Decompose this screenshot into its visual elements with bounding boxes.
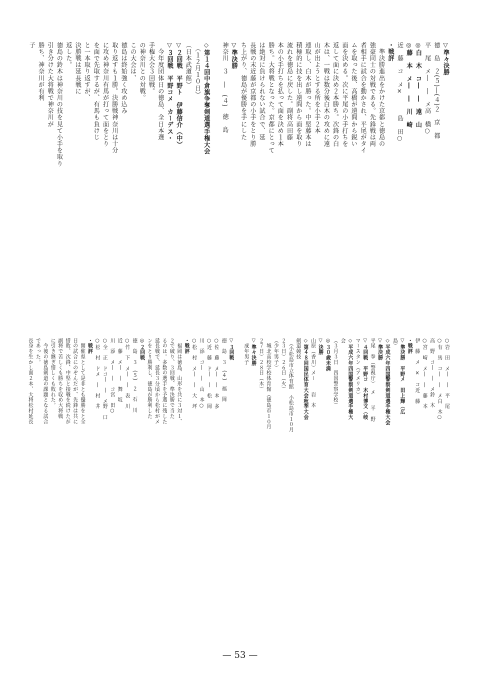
text-column: に攻め神奈川有馬が打って面をとり (101, 42, 109, 148)
text-column: ◎藤 本 メ― ― 川 崎 (405, 42, 413, 129)
text-column: 福岡は徳島、山形を共に３対１、 (176, 338, 183, 425)
text-column: ◎３０歳未満 (325, 338, 331, 372)
text-column: 山原（香川）メー 岩 本 (310, 338, 317, 409)
text-column: の神奈川との対戦。 (138, 42, 146, 102)
text-column: 今後の徳島剣道の課題となる試合 (42, 338, 49, 425)
text-column: 引き分けた大将戦で神奈川が (46, 42, 54, 128)
text-column: ムを取った後、高橋が遠間から鋭い (349, 42, 357, 148)
text-column: 日の試合にのぞんだが、先鋒は共に (72, 338, 79, 425)
text-column: 剣道競技 (295, 338, 302, 360)
text-column: 徳 島 ２(５)―(４)２ 京 都 (432, 42, 440, 140)
text-column: 勝ち、神奈川が有利 (37, 42, 45, 102)
text-column: ２７日）２８日（木） (258, 338, 265, 392)
text-column: 島） (391, 338, 398, 349)
text-column: ・戦評 (183, 338, 190, 355)
text-column: 徳 島 ３ (４) 福 岡 (220, 338, 227, 403)
text-column: 徳島の鈴木は神奈川の技を見て小手を取り (55, 42, 63, 168)
text-column: ・戦評 (406, 338, 413, 355)
text-column: に引き継ぎ惜しくも敗れた。 (49, 338, 56, 409)
text-column: 近 藤 コ メ× 島 田○ (395, 42, 403, 143)
text-column: ○岩 田 メ― ― 平 尾 (444, 338, 450, 410)
text-column: 徳島は終始強く攻め込み (119, 42, 127, 115)
text-column: 平 尾 メ― ― メ高 橋○ (423, 42, 431, 136)
text-column: 者相手に試合を動かされ、平尾がタイ (359, 42, 367, 154)
text-column: ○松 村 ドメ ― 村 井 (94, 338, 101, 410)
text-column: 成年男子 (243, 338, 250, 365)
text-column: 平尾 拳（警視庁） メ 平 野 (369, 338, 376, 422)
text-column: ・戦評 (386, 42, 394, 62)
text-column: は絶対に負けられない試合で、延 (257, 42, 265, 141)
text-column: 開催県として是非とも優勝をと全 (79, 338, 86, 425)
text-column: ◇平成六年四国警察剣道選手権大 (347, 338, 354, 421)
text-column: ▽準々決勝 (250, 338, 257, 367)
text-column: ○全 正 ドコ― ― メ野 口 (101, 338, 108, 421)
text-column: 長身を生かし面２本、大将松村延長 (27, 338, 34, 425)
text-column: （日本武道館） (184, 42, 192, 89)
text-column: ○佐 藤 メ― ― 本 多 (213, 338, 220, 410)
text-column: ○有 馬 コ― ― メ白 木○ (436, 338, 443, 422)
text-column (211, 42, 220, 326)
text-column: （３月３日 四国警察学校） (332, 338, 339, 409)
text-column: マースタン（アメリカ） (354, 338, 361, 398)
text-column: ◇第４８回国民体育大会秋季大会 (302, 338, 309, 421)
text-column: ◎白 木 コ― ― 遠 山 (414, 42, 422, 129)
text-column: ▽３回戦 (228, 338, 235, 361)
text-column: るのは。多数の選手を予選に残した (161, 338, 168, 425)
text-column: 今年度団体日の徳島、全日本選 (156, 42, 164, 141)
text-column: 積極的に技を出し遠間から面を取り (294, 42, 302, 148)
text-column: 近 藤 メ― ― 舞 坂 (116, 338, 123, 403)
text-column: 連取し、白木が勝った。中堅藤本は (303, 42, 311, 148)
text-column: 面を決める。次に平尾の小手打ちを (340, 42, 348, 148)
text-column: 会 (339, 338, 346, 344)
page-number: — 53 — (222, 651, 258, 661)
text-column: （小松島市立体育館 小松島市１０月 (287, 338, 294, 433)
text-column: 取り返すも１勝。決勝戦神奈川は十分 (110, 42, 118, 154)
text-column: 木は、一戦は数分後白木の攻めに遠 (322, 42, 330, 148)
text-column: ▽４回戦 平野コ 木村博文（岐 (362, 338, 369, 421)
text-column: ▽準決勝 (377, 338, 384, 361)
text-column: ○竹 下 メ― ― 表 川 (124, 338, 131, 410)
text-column: 高 野 コ― ― メ鈴 木 (429, 338, 436, 409)
text-column: ◇平成六年四国警察剣道選手権大会 (384, 338, 391, 426)
bottom-text-band (26, 338, 450, 638)
text-column: と一本取り返すが、 (83, 42, 91, 102)
text-column: 本の小手打ちを払って面を決め１本 (276, 42, 284, 148)
text-column: を面で先取するが、有馬も負けじ (92, 42, 100, 141)
text-column: ◇第１４回中倉旗争奪剣道選手権大会 (202, 42, 210, 155)
text-column: ・戦評 (87, 338, 93, 355)
text-column: ◎２回戦 (139, 338, 146, 361)
text-column: 子 (27, 42, 35, 49)
text-column: ▽準決勝 平野メ 田上輝（広 (399, 338, 406, 415)
text-column: 手権大会３回戦。 (147, 42, 155, 95)
text-column: （少年男子） (272, 338, 279, 371)
text-column: であった。 (34, 338, 41, 365)
text-column: 勝ち。大将戦となった。京都にとって (267, 42, 275, 154)
text-column: 決勝戦は延長戦に (73, 42, 81, 95)
text-column: 惜敗、次鋒、中堅と接戦を続けたが (64, 338, 71, 425)
text-column: 城北高校学校体育館（徳島市１０月 (265, 338, 272, 430)
text-column: ち上がり、徳島が優勝を手にした (239, 42, 247, 141)
text-column: ２３日）２６日（火） (280, 338, 287, 392)
text-column: 強豪同士の対戦である。先鋒戦は両 (368, 42, 376, 148)
text-column: ンをとり勝利し、徳島が勝利した (146, 338, 153, 419)
text-column: ▽３回戦 平野コメ カーデス・ (165, 42, 173, 142)
text-column: 流れを徳島に戻した。副将高田藤 (285, 42, 293, 141)
text-column: （１２月１０日） (193, 42, 201, 99)
text-column: ▽準決勝 (230, 42, 238, 70)
top-text-band (26, 42, 450, 326)
text-column: ○松 村 メ― ― 大 坪 (191, 338, 198, 410)
text-column: 徳 島 ３ (５) ２ 石 川 (131, 338, 138, 414)
text-column: 神奈川 ３ ― (４) 徳 島 (221, 42, 229, 134)
text-column: ▽決勝 (317, 338, 324, 356)
text-column (234, 338, 241, 638)
text-column: 長戦の末近藤が京都の小手をとり勝 (248, 42, 256, 148)
text-column: ▽２回戦 平野ト 伊藤信介（中） (175, 42, 183, 149)
text-column: 川 添 コ― ― 山 本○ (198, 338, 205, 410)
text-column: 準決勝進出をかけた京都と徳島の (377, 42, 385, 148)
text-column: ▽準々決勝 (442, 42, 449, 76)
text-column: 山が出ようとする所を小手２本 (313, 42, 321, 135)
text-column: ○近 藤 ド― ― 松 岡 (206, 338, 212, 410)
text-column: ○宮 崎 メ― ― 藤 本 (421, 338, 428, 410)
text-column: 返した。 (64, 42, 72, 69)
text-column: 延長戦で、延長３分頃から松村がメ (153, 338, 160, 425)
text-column: 伊 藤 メ × コ近 藤 (414, 338, 421, 404)
text-column: ２で破り、３回戦、準決勝で当た (168, 338, 175, 419)
text-column: 返して面に決め２本勝ち。次鋒の白 (331, 42, 339, 148)
text-column: 川 添 メ― ― コ宮 田○ (109, 338, 116, 415)
text-column: この大会は、 (129, 42, 137, 82)
text-column: 副将で苦しくも勝ちを収め大将戦 (57, 338, 64, 419)
